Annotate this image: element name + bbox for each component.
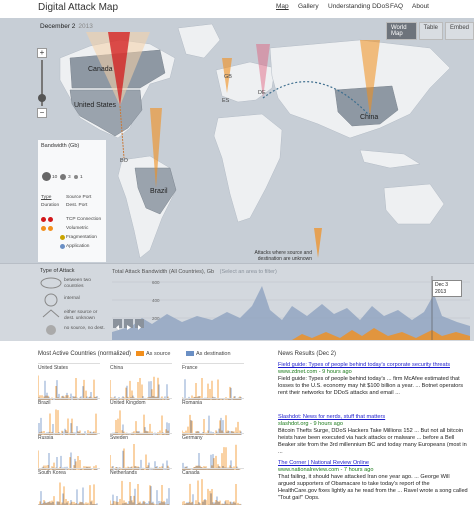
news-source: www.zdnet.com - 9 hours ago bbox=[278, 368, 352, 375]
legend-as-source bbox=[136, 351, 170, 357]
news-item bbox=[278, 460, 468, 502]
australia-shape bbox=[384, 184, 444, 224]
legend-as-destination bbox=[186, 351, 231, 357]
country-china[interactable] bbox=[110, 363, 172, 401]
country-united-states[interactable] bbox=[38, 363, 100, 401]
type-no-source-no-dest: no source, no dest. bbox=[64, 326, 105, 331]
zoom-in-button[interactable]: + bbox=[37, 48, 47, 58]
zoom-out-button[interactable]: − bbox=[37, 108, 47, 118]
country-name: Sweden bbox=[110, 435, 129, 441]
label-canada: Canada bbox=[88, 66, 113, 73]
nav-about[interactable]: About bbox=[412, 3, 429, 10]
country-sparkline bbox=[110, 475, 172, 505]
country-name: Romania bbox=[182, 400, 203, 406]
type-unknown: either source or dest. unknown bbox=[64, 310, 98, 321]
zoom-control bbox=[37, 48, 49, 120]
label-china: China bbox=[360, 114, 379, 121]
country-name: France bbox=[182, 365, 198, 371]
legend-as-destination-label: As destination bbox=[196, 351, 231, 357]
bandwidth-section bbox=[0, 263, 474, 341]
bandwidth-ylabel-400: 400 bbox=[152, 298, 160, 303]
bandwidth-title bbox=[112, 269, 277, 275]
legend-type[interactable]: Type bbox=[41, 195, 52, 200]
app-title: Digital Attack Map bbox=[38, 2, 119, 13]
country-name: South Korea bbox=[38, 470, 66, 476]
unknown-attacks-note: Attacks where source and destination are unknown bbox=[254, 250, 312, 263]
legend-source-port[interactable]: Source Port bbox=[66, 195, 92, 200]
legend-duration[interactable]: Duration bbox=[41, 203, 60, 208]
top-bar bbox=[0, 0, 474, 18]
country-sparkline bbox=[110, 405, 172, 435]
country-germany[interactable] bbox=[182, 433, 244, 471]
legend-application-dot bbox=[60, 244, 65, 249]
legend-size-small-label: 1 bbox=[80, 175, 83, 180]
country-sweden[interactable] bbox=[110, 433, 172, 471]
country-name: Germany bbox=[182, 435, 203, 441]
news-item bbox=[278, 362, 468, 397]
bandwidth-chart[interactable] bbox=[112, 276, 470, 340]
type-internal: internal bbox=[64, 296, 80, 301]
country-name: Canada bbox=[182, 470, 200, 476]
country-netherlands[interactable] bbox=[110, 468, 172, 506]
tab-table[interactable]: Table bbox=[419, 22, 443, 40]
view-tabs bbox=[384, 22, 474, 40]
map-legend bbox=[38, 140, 106, 262]
country-sparkline bbox=[38, 440, 100, 470]
label-bo: BO bbox=[120, 158, 128, 164]
legend-volumetric-label: Volumetric bbox=[66, 226, 89, 231]
legend-tcp-dot-2 bbox=[48, 217, 53, 222]
label-brazil: Brazil bbox=[150, 188, 168, 195]
tooltip-date: Dec 3 bbox=[435, 282, 449, 288]
bandwidth-title-text: Total Attack Bandwidth (All Countries), Gb bbox=[112, 269, 215, 275]
news-item bbox=[278, 414, 468, 456]
news-source: slashdot.org - 9 hours ago bbox=[278, 420, 343, 427]
news-snippet: Bitcoin Thefts Surge, DDoS Hackers Take Millions 152 ... But not all bitcoin heists have been executed via hack attacks or malware ... before a Bell Beaker site from the 3rd millennium BC and today many Europeans (most in ... bbox=[278, 427, 467, 455]
nav-faq[interactable]: FAQ bbox=[390, 3, 404, 10]
country-name: United States bbox=[38, 365, 69, 371]
country-brazil[interactable] bbox=[38, 398, 100, 436]
step-forward-button[interactable] bbox=[135, 319, 144, 328]
news-headline[interactable]: The Corner | National Review Online bbox=[278, 460, 369, 466]
country-south-korea[interactable] bbox=[38, 468, 100, 506]
bandwidth-ylabel-200: 200 bbox=[152, 316, 160, 321]
map-date-day: December 2 bbox=[40, 23, 76, 30]
destination-swatch bbox=[186, 351, 194, 356]
country-france[interactable] bbox=[182, 363, 244, 401]
country-sparkline bbox=[182, 405, 244, 435]
country-canada[interactable] bbox=[182, 468, 244, 506]
legend-size-mid bbox=[60, 174, 66, 180]
news-headline[interactable]: Field guide: Types of people behind today's corporate security threats bbox=[278, 362, 450, 368]
greenland-shape bbox=[178, 24, 220, 58]
country-russia[interactable] bbox=[38, 433, 100, 471]
news-headline[interactable]: Slashdot: News for nerds, stuff that matters bbox=[278, 414, 386, 420]
nav-map[interactable]: Map bbox=[276, 3, 289, 10]
country-sparkline bbox=[110, 440, 172, 470]
africa-shape bbox=[214, 114, 282, 222]
nav-gallery[interactable]: Gallery bbox=[298, 3, 319, 10]
legend-size-small bbox=[74, 175, 78, 179]
legend-tcp-dot bbox=[41, 217, 46, 222]
usa-shape bbox=[70, 90, 142, 136]
legend-bandwidth-title: Bandwidth (Gb) bbox=[41, 143, 80, 149]
country-sparkline bbox=[110, 370, 172, 400]
step-back-button[interactable] bbox=[113, 319, 122, 328]
legend-fragmentation-label: Fragmentation bbox=[66, 235, 97, 240]
news-snippet: That failing, it should have attacked Iran one year ago. ... George Will argued supporters of Obamacare to take today's report of the HealthCare.gov fixes lightly as he read from the ... Ravel wrote a song called "Tout gai!" Oops. bbox=[278, 473, 468, 501]
label-es: ES bbox=[222, 98, 230, 104]
tab-embed[interactable]: Embed bbox=[445, 22, 474, 40]
attack-column-unknown bbox=[314, 228, 322, 258]
tooltip-year: 2013 bbox=[435, 288, 447, 295]
type-of-attack-title: Type of Attack bbox=[40, 268, 75, 274]
news-source: www.nationalreview.com - 7 hours ago bbox=[278, 466, 374, 473]
legend-tcp-label: TCP Connection bbox=[66, 217, 102, 222]
tab-world-map[interactable]: World Map bbox=[386, 22, 417, 40]
country-sparkline bbox=[182, 475, 244, 505]
bandwidth-area bbox=[112, 286, 470, 340]
legend-size-mid-label: 3 bbox=[68, 175, 71, 180]
legend-as-source-label: As source bbox=[146, 351, 171, 357]
country-sparkline bbox=[182, 440, 244, 470]
label-gb: GB bbox=[224, 74, 232, 80]
country-sparkline bbox=[38, 405, 100, 435]
indonesia-shape bbox=[360, 150, 420, 168]
news-snippet: Field guide: Types of people behind today's ... firm McAfee estimated that losses to the U.S. economy may hit $100 billion a year. ... Botnet operators rent their networks for DDoS attacks and email ... bbox=[278, 375, 464, 396]
country-united-kingdom[interactable] bbox=[110, 398, 172, 436]
country-name: Russia bbox=[38, 435, 54, 441]
legend-dest-port[interactable]: Dest. Port bbox=[66, 203, 88, 208]
bandwidth-hint: (Select an area to filter) bbox=[219, 269, 277, 275]
date-tooltip bbox=[432, 280, 462, 297]
legend-fragmentation-dot bbox=[60, 235, 65, 240]
country-name: China bbox=[110, 365, 124, 371]
legend-application-label: Application bbox=[66, 244, 90, 249]
country-sparkline bbox=[38, 475, 100, 505]
label-united-states: United States bbox=[74, 102, 117, 109]
country-romania[interactable] bbox=[182, 398, 244, 436]
type-of-attack-panel bbox=[38, 268, 108, 340]
country-sparkline bbox=[182, 370, 244, 400]
bandwidth-ylabel-600: 600 bbox=[152, 280, 160, 285]
zoom-slider-handle[interactable] bbox=[38, 94, 46, 102]
map-date-year: 2013 bbox=[78, 23, 93, 30]
label-de: DE bbox=[258, 90, 266, 96]
source-swatch bbox=[136, 351, 144, 356]
legend-size-large bbox=[42, 172, 51, 181]
legend-volumetric-dot-2 bbox=[48, 226, 53, 231]
country-sparkline bbox=[38, 370, 100, 400]
countries-title: Most Active Countries (normalized) bbox=[38, 351, 132, 357]
country-name: Netherlands bbox=[110, 470, 137, 476]
nav-understanding-ddos[interactable]: Understanding DDoS bbox=[328, 3, 390, 10]
legend-size-large-label: 10 bbox=[52, 175, 58, 180]
country-name: United Kingdom bbox=[110, 400, 146, 406]
news-title: News Results (Dec 2) bbox=[278, 351, 337, 357]
type-between-countries: between two countries bbox=[64, 278, 91, 289]
legend-volumetric-dot bbox=[41, 226, 46, 231]
map-date bbox=[40, 23, 93, 30]
play-button[interactable] bbox=[124, 319, 133, 328]
country-name: Brazil bbox=[38, 400, 51, 406]
